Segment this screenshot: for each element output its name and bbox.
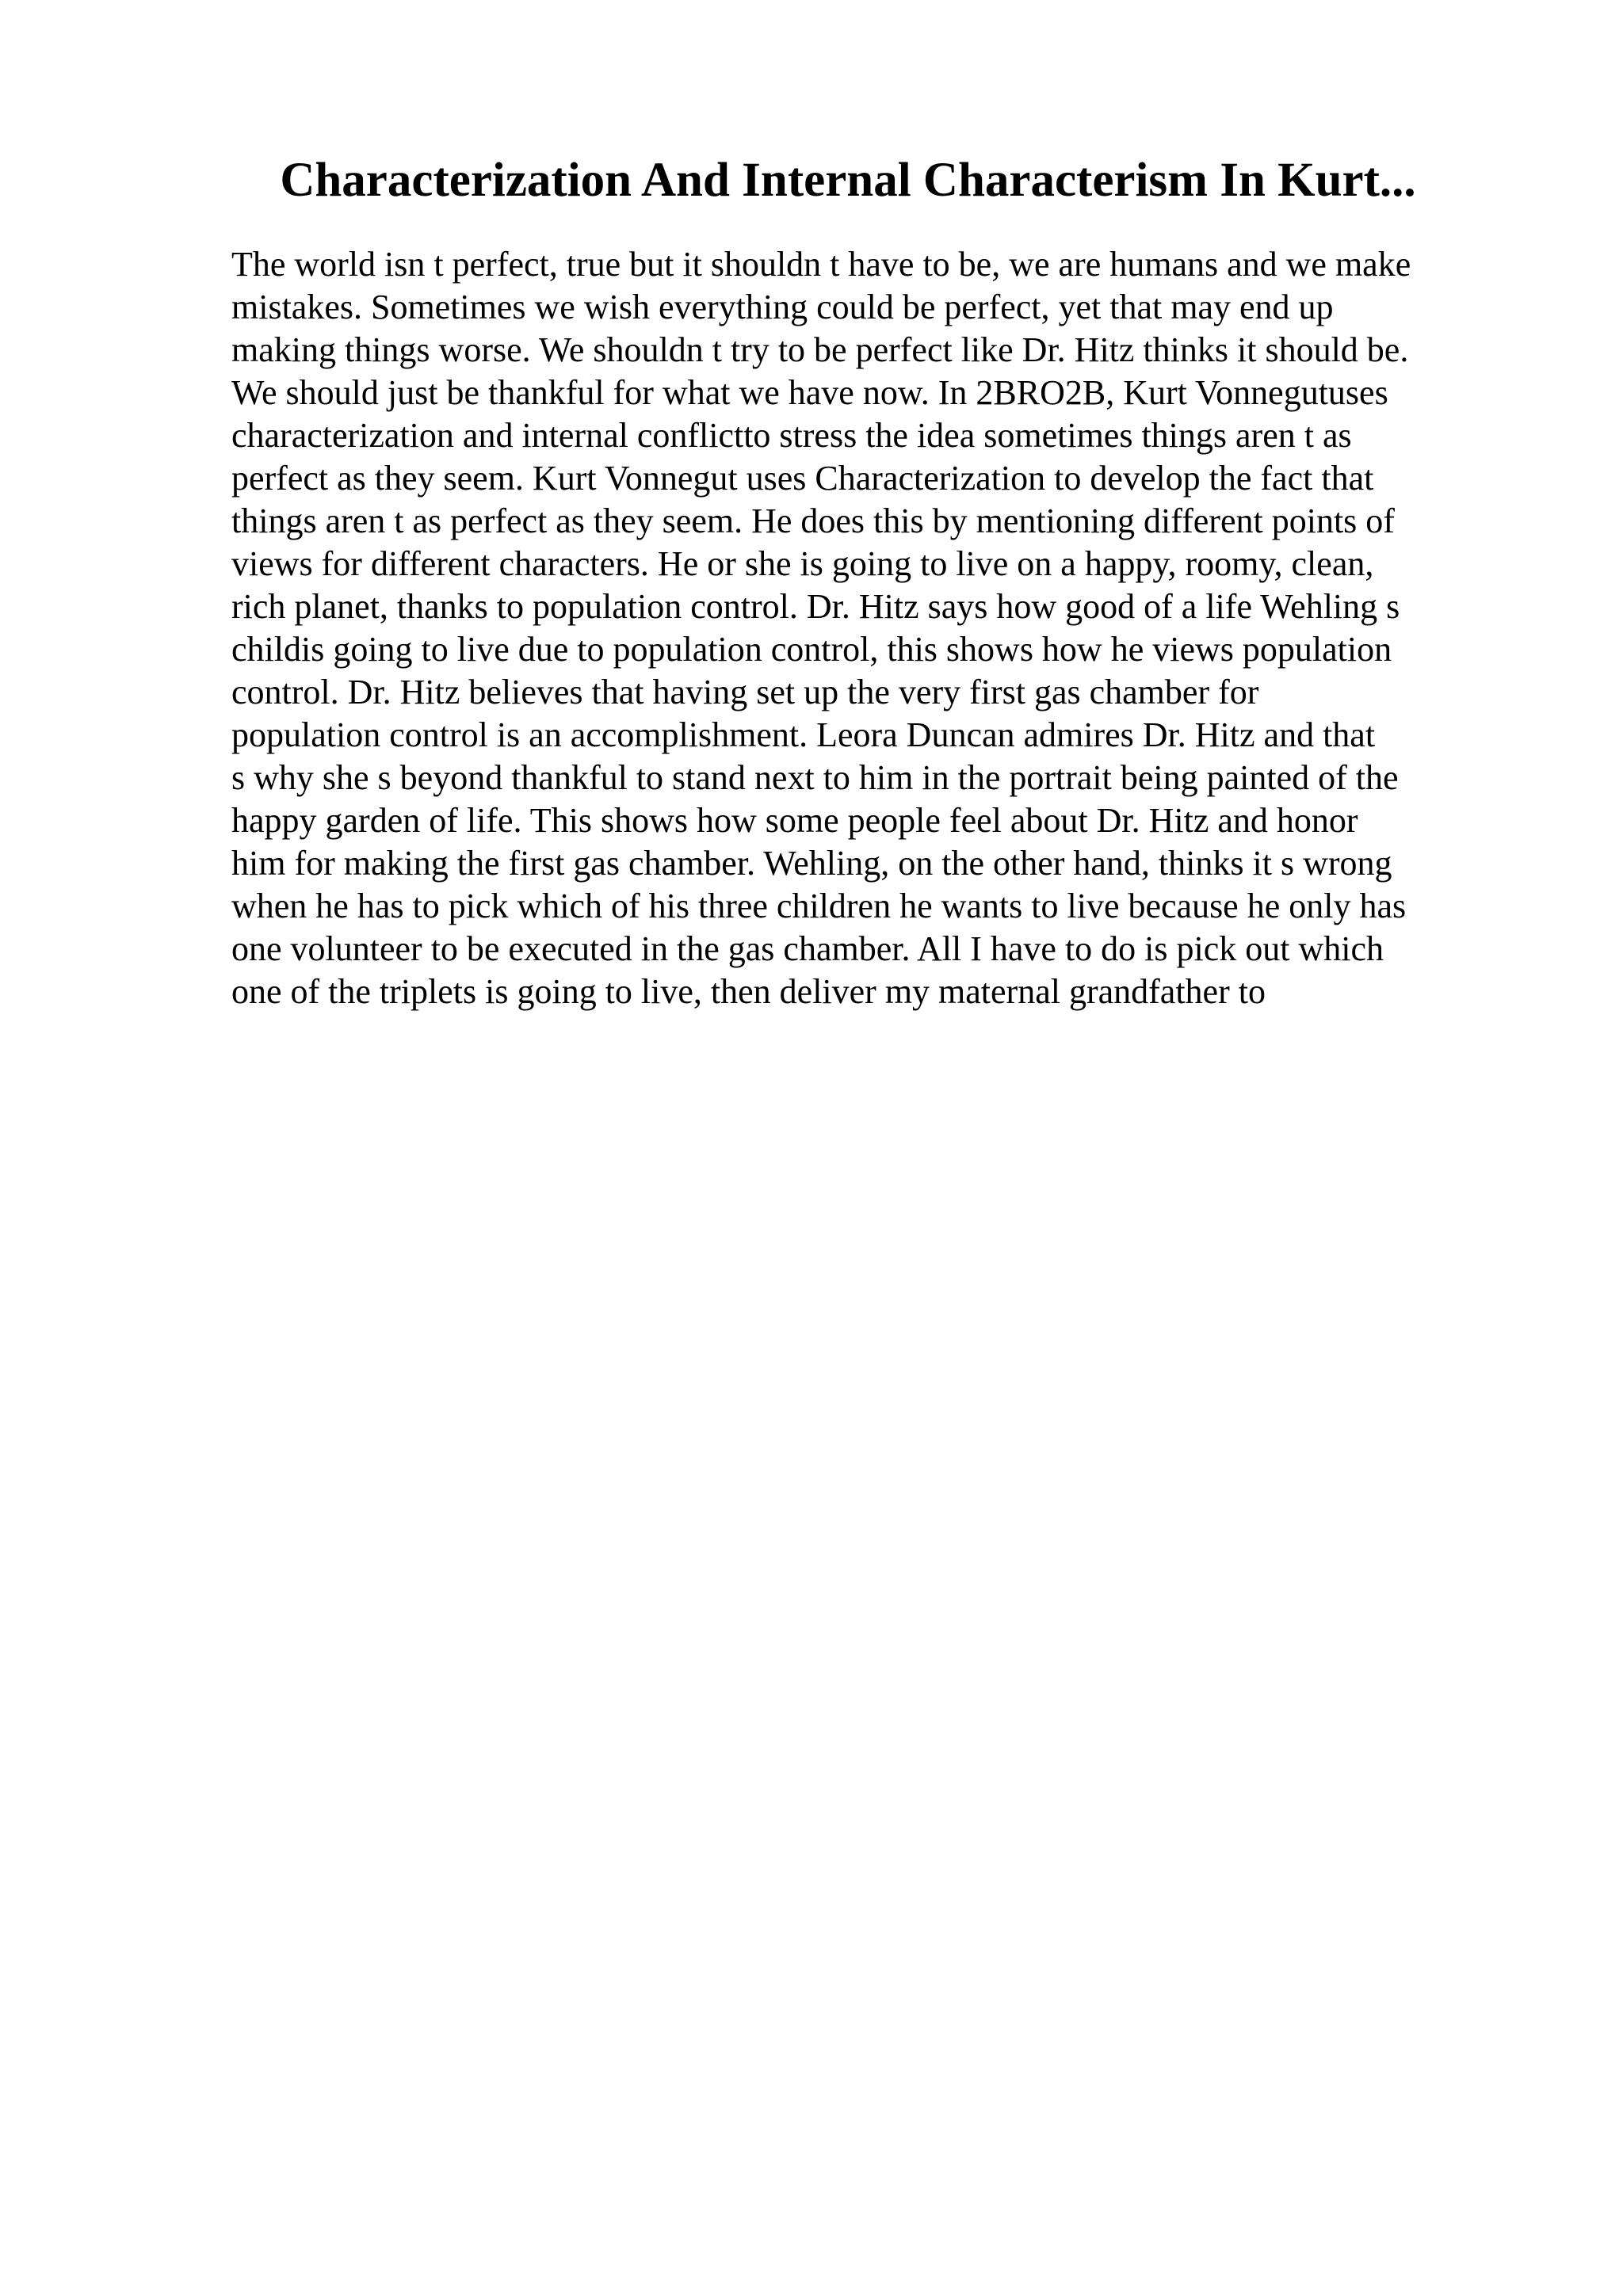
body-line: happy garden of life. This shows how some people feel about Dr. Hitz and honor [231,801,1358,840]
document-body [231,243,1499,1013]
body-line: rich planet, thanks to population control. Dr. Hitz says how good of a life Wehling s [231,587,1400,626]
body-line: making things worse. We shouldn t try to be perfect like Dr. Hitz thinks it should be. [231,330,1409,369]
body-line: views for different characters. He or she is going to live on a happy, roomy, clean, [231,544,1374,583]
body-line: The world isn t perfect, true but it shouldn t have to be, we are humans and we make [231,245,1411,284]
body-line: childis going to live due to population control, this shows how he views population [231,630,1392,669]
body-line: We should just be thankful for what we have now. In 2BRO2B, Kurt Vonnegutuses [231,373,1388,412]
body-line: one volunteer to be executed in the gas chamber. All I have to do is pick out which [231,929,1384,968]
document-title: Characterization And Internal Characterism In Kurt... [280,154,1416,207]
body-line: population control is an accomplishment. Leora Duncan admires Dr. Hitz and that [231,715,1376,754]
body-line: control. Dr. Hitz believes that having set up the very first gas chamber for [231,673,1259,711]
body-line: things aren t as perfect as they seem. He does this by mentioning different points of [231,502,1395,540]
body-line: mistakes. Sometimes we wish everything could be perfect, yet that may end up [231,288,1334,326]
body-line: characterization and internal conflictto stress the idea sometimes things aren t as [231,416,1352,455]
body-line: one of the triplets is going to live, then deliver my maternal grandfather to [231,972,1266,1011]
body-line: s why she s beyond thankful to stand next to him in the portrait being painted of the [231,758,1399,797]
body-line: him for making the first gas chamber. Wehling, on the other hand, thinks it s wrong [231,844,1392,883]
body-line: when he has to pick which of his three children he wants to live because he only has [231,887,1407,925]
body-line: perfect as they seem. Kurt Vonnegut uses Characterization to develop the fact that [231,459,1374,498]
